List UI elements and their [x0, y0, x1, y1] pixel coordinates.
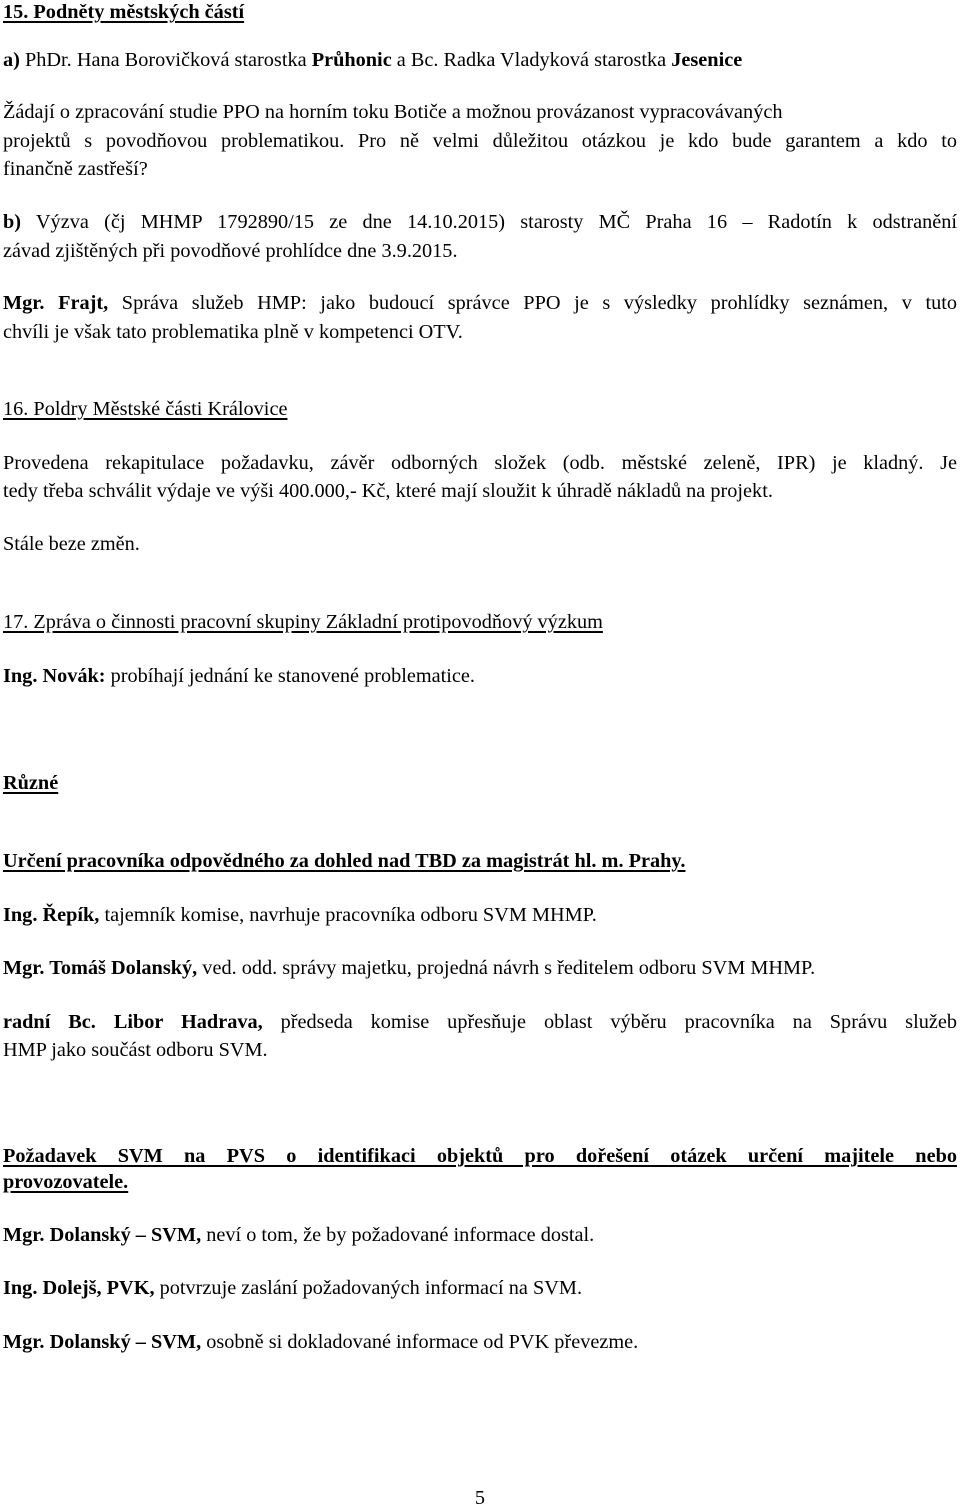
- frajt-statement-line-2: chvíli je však tato problematika plně v kompetenci OTV.: [3, 321, 463, 343]
- ruzne-heading: Různé: [3, 772, 59, 794]
- section-16-heading: 16. Poldry Městské části Královice: [3, 398, 288, 420]
- hadrava-statement: radní Bc. Libor Hadrava, předseda komise upřesňuje oblast výběru pracovníka na Správu služeb: [3, 1011, 957, 1033]
- novak-statement: Ing. Novák: probíhají jednání ke stanovené problematice.: [3, 665, 476, 687]
- frajt-statement: Mgr. Frajt, Správa služeb HMP: jako budoucí správce PPO je s výsledky prohlídky seznámen, v tuto: [3, 292, 958, 314]
- request-line-3: finančně zastřeší?: [3, 158, 148, 180]
- repik-statement: Ing. Řepík, tajemník komise, navrhuje pracovníka odboru SVM MHMP.: [3, 904, 597, 926]
- hadrava-statement-line-2: HMP jako součást odboru SVM.: [3, 1039, 268, 1061]
- section-15-item-a: a) PhDr. Hana Borovičková starostka Průhonic a Bc. Radka Vladyková starostka Jesenice: [3, 49, 743, 71]
- request-line-1: Žádají o zpracování studie PPO na horním toku Botiče a možnou provázanost vypracovávaných: [3, 101, 783, 123]
- ruzne-subheading-1: Určení pracovníka odpovědného za dohled nad TBD za magistrát hl. m. Prahy.: [3, 850, 686, 872]
- dolansky-statement-3: Mgr. Dolanský – SVM, osobně si dokladované informace od PVK převezme.: [3, 1331, 639, 1353]
- section-17-heading: 17. Zpráva o činnosti pracovní skupiny Základní protipovodňový výzkum: [3, 611, 603, 633]
- dolejs-statement: Ing. Dolejš, PVK, potvrzuje zaslání požadovaných informací na SVM.: [3, 1277, 583, 1299]
- section-16-text-line-1: Provedena rekapitulace požadavku, závěr odborných složek (odb. městské zeleně, IPR) je kladný. Je: [3, 452, 957, 474]
- dolansky-statement-2: Mgr. Dolanský – SVM, neví o tom, že by požadované informace dostal.: [3, 1224, 595, 1246]
- section-15-item-b: b) Výzva (čj MHMP 1792890/15 ze dne 14.10.2015) starosty MČ Praha 16 – Radotín k odstranění: [3, 211, 957, 233]
- section-16-text-line-2: tedy třeba schválit výdaje ve výši 400.000,- Kč, které mají sloužit k úhradě nákladů na projekt.: [3, 480, 773, 502]
- item-b-line-2: závad zjištěných při povodňové prohlídce dne 3.9.2015.: [3, 240, 458, 262]
- ruzne-subheading-2: Požadavek SVM na PVS o identifikaci objektů pro dořešení otázek určení majitele nebo: [3, 1145, 957, 1167]
- section-16-status: Stále beze změn.: [3, 533, 140, 555]
- section-15-heading: 15. Podněty městských částí: [3, 1, 245, 23]
- dolansky-statement-1: Mgr. Tomáš Dolanský, ved. odd. správy majetku, projedná návrh s ředitelem odboru SVM MHMP.: [3, 957, 816, 979]
- request-line-2: projektů s povodňovou problematikou. Pro ně velmi důležitou otázkou je kdo bude garantem a kdo to: [3, 130, 957, 152]
- ruzne-subheading-2-line-2: provozovatele.: [3, 1171, 129, 1193]
- page-number: 5: [474, 1487, 486, 1509]
